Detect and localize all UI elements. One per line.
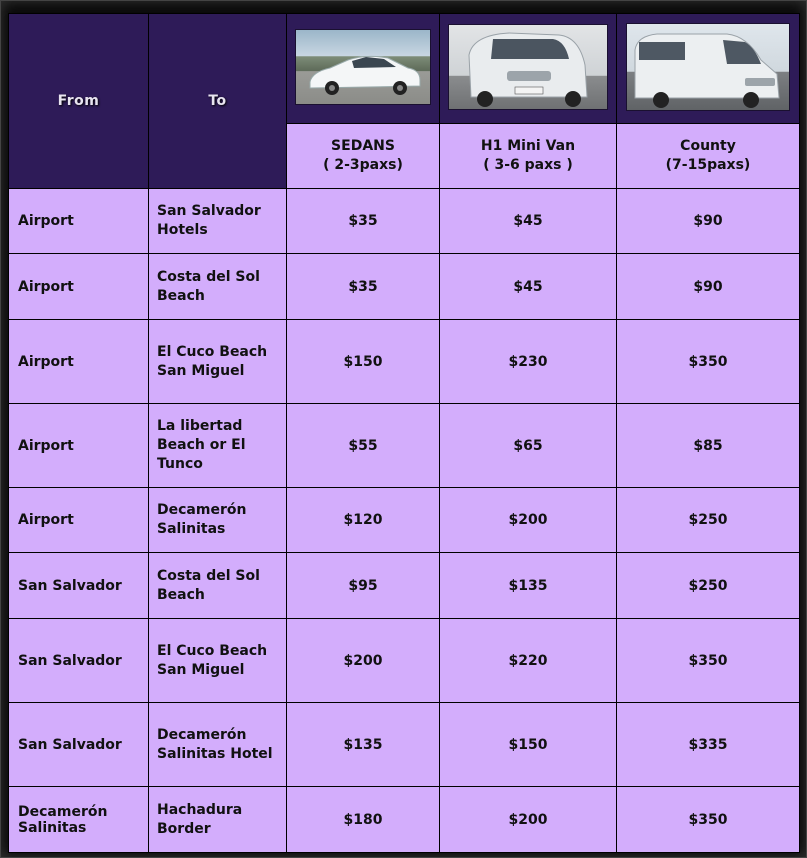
minivan-price-cell: $65 — [440, 404, 617, 488]
sedan-photo — [295, 29, 431, 105]
sedan-price-cell: $180 — [287, 787, 440, 853]
minibus-icon — [627, 24, 789, 110]
route-from-cell: San Salvador — [9, 619, 149, 703]
minivan-price-cell: $150 — [440, 703, 617, 787]
minivan-price-cell: $45 — [440, 189, 617, 254]
minivan-price-cell: $135 — [440, 553, 617, 619]
county-price-cell: $90 — [617, 189, 800, 254]
header-row — [9, 14, 800, 124]
table-row — [9, 404, 800, 488]
route-to-cell: El Cuco Beach San Miguel — [149, 619, 287, 703]
route-to-cell: Hachadura Border — [149, 787, 287, 853]
county-price-cell: $85 — [617, 404, 800, 488]
county-price-cell: $350 — [617, 787, 800, 853]
from-column-header: From — [9, 14, 149, 189]
route-from-cell: Decamerón Salinitas — [9, 787, 149, 853]
table-row — [9, 254, 800, 320]
minibus-photo — [626, 23, 790, 111]
route-from-cell: Airport — [9, 189, 149, 254]
minivan-price-cell: $200 — [440, 488, 617, 553]
sedan-price-cell: $135 — [287, 703, 440, 787]
route-from-cell: San Salvador — [9, 553, 149, 619]
route-from-cell: Airport — [9, 320, 149, 404]
minivan-photo-cell — [440, 14, 617, 124]
route-from-cell: Airport — [9, 488, 149, 553]
minibus-photo-cell — [617, 14, 800, 124]
route-to-cell: Costa del Sol Beach — [149, 553, 287, 619]
county-price-cell: $250 — [617, 488, 800, 553]
county-price-cell: $90 — [617, 254, 800, 320]
county-price-cell: $350 — [617, 619, 800, 703]
to-column-header: To — [149, 14, 287, 189]
sedan-price-cell: $55 — [287, 404, 440, 488]
minivan-label — [440, 124, 617, 189]
county-price-cell: $250 — [617, 553, 800, 619]
sedan-capacity: ( 2-3paxs) — [323, 157, 403, 173]
sedan-price-cell: $35 — [287, 254, 440, 320]
table-row — [9, 703, 800, 787]
rates-table — [8, 13, 800, 853]
table-row — [9, 320, 800, 404]
table-row — [9, 553, 800, 619]
sedan-price-cell: $35 — [287, 189, 440, 254]
route-to-cell: Decamerón Salinitas — [149, 488, 287, 553]
table-row — [9, 189, 800, 254]
sedan-price-cell: $95 — [287, 553, 440, 619]
minibus-label — [617, 124, 800, 189]
table-row — [9, 619, 800, 703]
county-price-cell: $335 — [617, 703, 800, 787]
minivan-price-cell: $220 — [440, 619, 617, 703]
route-to-cell: San Salvador Hotels — [149, 189, 287, 254]
minivan-price-cell: $45 — [440, 254, 617, 320]
minivan-price-cell: $230 — [440, 320, 617, 404]
route-from-cell: Airport — [9, 404, 149, 488]
minivan-price-cell: $200 — [440, 787, 617, 853]
sedan-icon — [296, 30, 430, 104]
minivan-capacity: ( 3-6 paxs ) — [483, 157, 573, 173]
route-from-cell: San Salvador — [9, 703, 149, 787]
sedan-label — [287, 124, 440, 189]
sedan-name: SEDANS — [331, 138, 395, 154]
route-from-cell: Airport — [9, 254, 149, 320]
minivan-name: H1 Mini Van — [480, 138, 576, 154]
table-row — [9, 787, 800, 853]
minivan-photo — [448, 24, 608, 110]
minibus-name: County — [680, 138, 736, 154]
sedan-price-cell: $200 — [287, 619, 440, 703]
route-to-cell: La libertad Beach or El Tunco — [149, 404, 287, 488]
route-to-cell: El Cuco Beach San Miguel — [149, 320, 287, 404]
sedan-photo-cell — [287, 14, 440, 124]
minibus-capacity: (7-15paxs) — [665, 157, 751, 173]
route-to-cell: Costa del Sol Beach — [149, 254, 287, 320]
county-price-cell: $350 — [617, 320, 800, 404]
table-row — [9, 488, 800, 553]
route-to-cell: Decamerón Salinitas Hotel — [149, 703, 287, 787]
sedan-price-cell: $120 — [287, 488, 440, 553]
sedan-price-cell: $150 — [287, 320, 440, 404]
minivan-icon — [449, 25, 607, 109]
